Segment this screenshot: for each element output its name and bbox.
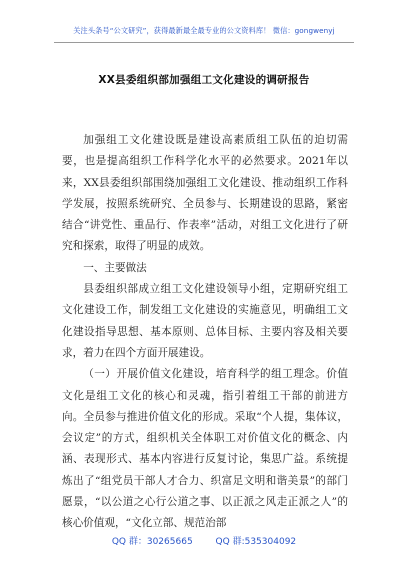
footer-qq-group-1: QQ 群：30265665 [111, 537, 193, 547]
paragraph-intro: 加强组工文化建设既是建设高素质组工队伍的迫切需要，也是提高组织工作科学化水平的必然要求。2021年以来，XX县委组织部围绕加强组工文化建设、推动组织工作科学发展，按照系统研究、全员参与、长期建设的思路，紧密结合“讲党性、重品行、作表率”活动，对组工文化进行了研究和探索，取得了明显的成效。 [62, 134, 348, 253]
section-heading-main-practices: 一、主要做法 [83, 261, 147, 274]
paragraph-value-culture: （一）开展价值文化建设，培育科学的组工理念。价值文化是组工文化的核心和灵魂，指引着组工干部的前进方向。全员参与推进价值文化的形成。采取“个人提，集体议，会议定”的方式，组织机关全体职工对价值文化的概念、内涵、表现形式、基本内容进行反复讨论，集思广益。系统提炼出了“组党员干部人才合力、织富足文明和谐美景”的部门愿景，“以公道之心行公道之事、以正派之风走正派之人”的核心价值观，“文化立部、规范治部 [62, 368, 348, 530]
footer-contact [0, 534, 408, 547]
paragraph-leading-group: 县委组织部成立组工文化建设领导小组，定期研究组工文化建设工作，制发组工文化建设的实施意见，明确组工文化建设指导思想、基本原则、总体目标、主要内容及相关要求，着力在四个方面开展建设。 [62, 283, 348, 359]
header-promo-note: 关注头条号“公文研究”，获得最新最全最专业的公文资料库！ 微信：gongwenyj [73, 26, 335, 35]
header-divider [54, 42, 354, 43]
document-body [62, 130, 348, 535]
document-title: XX县委组织部加强组工文化建设的调研报告 [98, 74, 310, 86]
footer-qq-group-2: QQ 群:535304092 [215, 537, 297, 547]
